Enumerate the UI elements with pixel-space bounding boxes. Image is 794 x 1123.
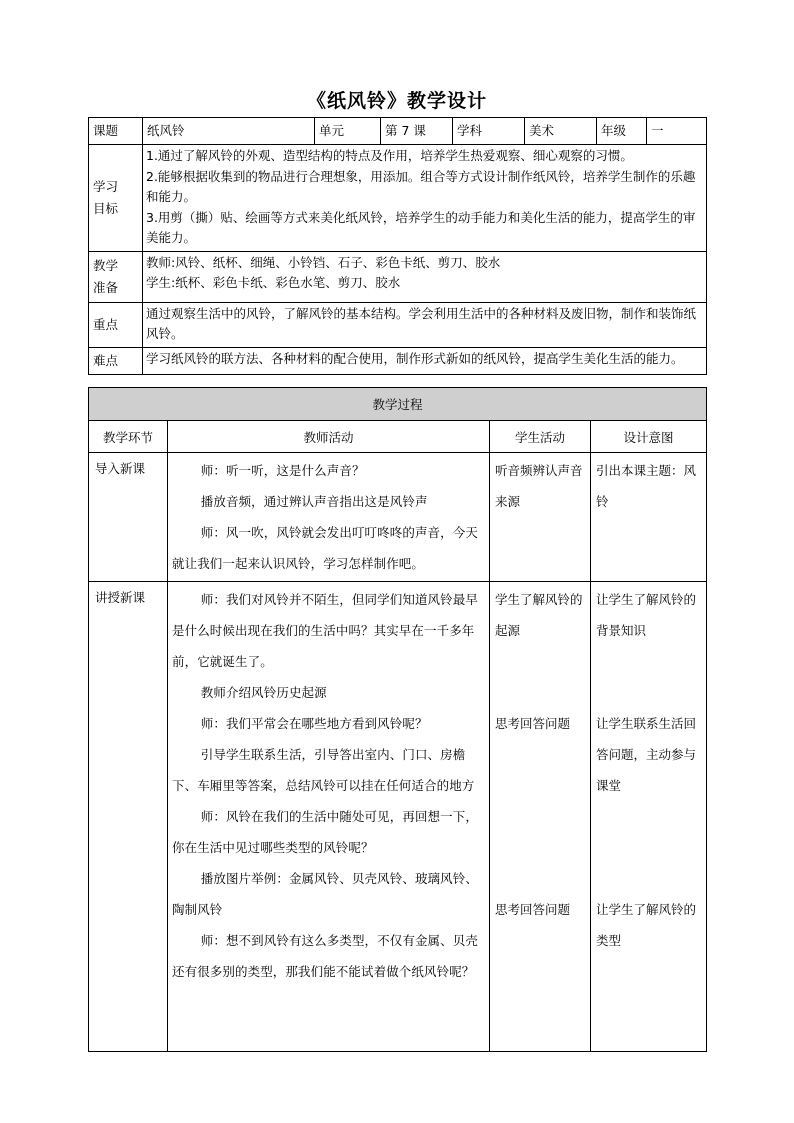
student-activity-text: 学生了解风铃的起源 — [495, 592, 583, 638]
difficult-row — [89, 347, 707, 374]
student-activity-text: 思考回答问题 — [495, 716, 571, 731]
subject-value: 美术 — [525, 118, 597, 145]
paragraph: 引导学生联系生活，引导答出室内、门口、房檐下、车厢里等答案，总结风铃可以挂在任何适合的地方 — [172, 747, 475, 793]
goals-row — [89, 145, 707, 252]
prep-label-line-1: 教学 — [93, 257, 119, 273]
topic-row — [89, 118, 707, 145]
prep-student: 学生:纸杯、彩色卡纸、彩色水笔、剪刀、胶水 — [146, 275, 401, 290]
paragraph: 师：我们对风铃并不陌生，但同学们知道风铃最早是什么时候出现在我们的生活中吗？其实早在一千多年前，它就诞生了。 — [172, 592, 478, 669]
design-intent-text: 让学生联系生活回答问题，主动参与课堂 — [596, 716, 697, 793]
design-intent — [591, 453, 707, 582]
key-value: 通过观察生活中的风铃，了解风铃的基本结构。学会利用生活中的各种材料及废旧物，制作和装饰纸风铃。 — [143, 302, 707, 347]
section-title: 教学过程 — [89, 388, 707, 421]
prep-label — [89, 251, 143, 302]
grade-label: 年级 — [597, 118, 647, 145]
header-row — [89, 421, 707, 453]
subject-label: 学科 — [453, 118, 525, 145]
table-row — [89, 582, 707, 1052]
student-activity — [490, 582, 591, 1052]
paragraph: 师：风一吹，风铃就会发出叮叮咚咚的声音，今天就让我们一起来认识风铃，学习怎样制作吧。 — [172, 525, 478, 571]
student-activity — [490, 453, 591, 582]
design-intent-text: 让学生了解风铃的背景知识 — [596, 592, 697, 638]
goals-label-line-2: 目标 — [93, 200, 119, 216]
paragraph: 师：我们平常会在哪些地方看到风铃呢？ — [200, 716, 428, 731]
teacher-activity — [168, 453, 490, 582]
topic-value: 纸风铃 — [143, 118, 315, 145]
teacher-activity — [168, 582, 490, 1052]
prep-teacher: 教师:风铃、纸杯、细绳、小铃铛、石子、彩色卡纸、剪刀、胶水 — [146, 254, 501, 270]
design-intent-text: 让学生了解风铃的类型 — [596, 902, 697, 948]
design-intent-text: 引出本课主题：风铃 — [596, 463, 697, 509]
table-row — [89, 453, 707, 582]
goal-item: 2.能够根据收集到的物品进行合理想象，用添加。组合等方式设计制作纸风铃，培养学生制作的乐趣和能力。 — [146, 168, 696, 204]
paragraph: 师：听一听，这是什么声音？ — [200, 463, 365, 478]
page-title: 《纸风铃》教学设计 — [306, 90, 487, 112]
key-row — [89, 302, 707, 347]
paragraph: 播放音频，通过辨认声音指出这是风铃声 — [200, 494, 428, 509]
header-intent: 设计意图 — [591, 421, 707, 453]
unit-value: 第 7 课 — [381, 118, 453, 145]
goals-label — [89, 145, 143, 252]
student-activity-text: 听音频辨认声音来源 — [495, 463, 583, 509]
goal-item: 3.用剪（撕）贴、绘画等方式来美化纸风铃，培养学生的动手能力和美化生活的能力，提高学生的审美能力。 — [146, 209, 696, 245]
prep-row — [89, 251, 707, 302]
stage-cell: 导入新课 — [89, 453, 168, 582]
grade-value: 一 — [647, 118, 707, 145]
teaching-process-table — [88, 387, 707, 1052]
topic-label: 课题 — [89, 118, 143, 145]
stage-cell: 讲授新课 — [89, 582, 168, 1052]
goals-value — [143, 145, 707, 252]
paragraph: 师：想不到风铃有这么多类型，不仅有金属、贝壳还有很多别的类型，那我们能不能试着做个纸风铃呢？ — [172, 933, 478, 979]
unit-label: 单元 — [315, 118, 381, 145]
student-activity-text: 思考回答问题 — [495, 902, 571, 917]
difficult-label: 难点 — [89, 347, 143, 374]
prep-value — [143, 251, 707, 302]
section-row — [89, 388, 707, 421]
key-label: 重点 — [89, 302, 143, 347]
paragraph: 师：风铃在我们的生活中随处可见，再回想一下，你在生活中见过哪些类型的风铃呢？ — [172, 809, 478, 855]
lesson-info-table — [88, 117, 707, 375]
goal-item: 1.通过了解风铃的外观、造型结构的特点及作用，培养学生热爱观察、细心观察的习惯。 — [146, 148, 633, 163]
paragraph: 播放图片举例：金属风铃、贝壳风铃、玻璃风铃、陶制风铃 — [172, 871, 478, 917]
prep-label-line-2: 准备 — [93, 279, 119, 295]
header-teacher: 教师活动 — [168, 421, 490, 453]
design-intent — [591, 582, 707, 1052]
header-student: 学生活动 — [490, 421, 591, 453]
header-stage: 教学环节 — [89, 421, 168, 453]
difficult-value: 学习纸风铃的联方法、各种材料的配合使用，制作形式新如的纸风铃，提高学生美化生活的能力。 — [143, 347, 707, 374]
goals-label-line-1: 学习 — [93, 178, 119, 194]
paragraph: 教师介绍风铃历史起源 — [200, 685, 327, 700]
